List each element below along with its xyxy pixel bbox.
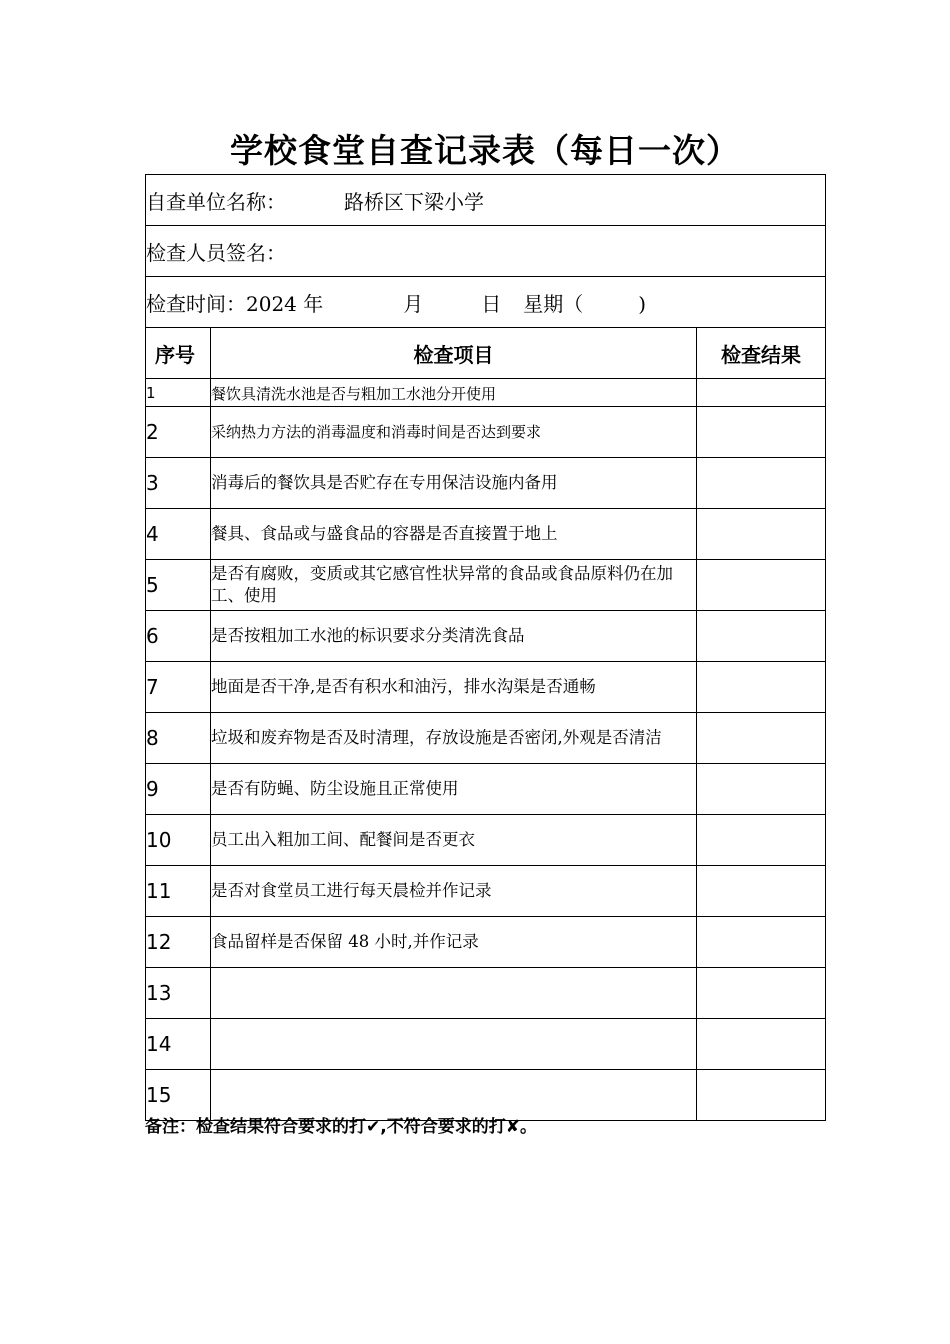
row-number: 9	[146, 764, 211, 815]
row-number: 11	[146, 866, 211, 917]
inspection-time-cell[interactable]	[146, 277, 826, 328]
header-item: 检查项目	[211, 328, 697, 379]
table-row	[146, 713, 826, 764]
row-result-cell[interactable]	[697, 379, 826, 407]
table-row	[146, 1019, 826, 1070]
page-title: 学校食堂自查记录表（每日一次）	[230, 131, 740, 170]
row-number: 6	[146, 611, 211, 662]
row-item: 是否按粗加工水池的标识要求分类清洗食品	[211, 611, 697, 662]
row-number: 13	[146, 968, 211, 1019]
row-result-cell[interactable]	[697, 764, 826, 815]
weekday-close: )	[638, 291, 647, 316]
row-number: 5	[146, 560, 211, 611]
table-row	[146, 866, 826, 917]
row-item[interactable]	[211, 1019, 697, 1070]
inspector-label: 检查人员签名：	[146, 240, 286, 265]
row-result-cell[interactable]	[697, 1070, 826, 1121]
row-item: 是否有防蝇、防尘设施且正常使用	[211, 764, 697, 815]
table-row	[146, 560, 826, 611]
row-number: 12	[146, 917, 211, 968]
row-result-cell[interactable]	[697, 611, 826, 662]
table-row	[146, 764, 826, 815]
time-label: 检查时间：2024 年	[146, 291, 324, 316]
row-number: 1	[146, 379, 211, 407]
unit-cell[interactable]	[146, 175, 826, 226]
table-row	[146, 407, 826, 458]
row-result-cell[interactable]	[697, 713, 826, 764]
inspection-form-table	[145, 174, 826, 1121]
header-result: 检查结果	[697, 328, 826, 379]
row-item: 是否对食堂员工进行每天晨检并作记录	[211, 866, 697, 917]
table-row	[146, 815, 826, 866]
row-number: 7	[146, 662, 211, 713]
row-number: 4	[146, 509, 211, 560]
row-number: 8	[146, 713, 211, 764]
row-item: 餐具、食品或与盛食品的容器是否直接置于地上	[211, 509, 697, 560]
header-number: 序号	[146, 328, 211, 379]
row-result-cell[interactable]	[697, 1019, 826, 1070]
unit-row	[146, 175, 826, 226]
table-row	[146, 379, 826, 407]
row-item[interactable]	[211, 968, 697, 1019]
row-result-cell[interactable]	[697, 560, 826, 611]
row-result-cell[interactable]	[697, 815, 826, 866]
row-result-cell[interactable]	[697, 917, 826, 968]
table-header-row	[146, 328, 826, 379]
row-number: 14	[146, 1019, 211, 1070]
row-item: 地面是否干净,是否有积水和油污，排水沟渠是否通畅	[211, 662, 697, 713]
row-number: 10	[146, 815, 211, 866]
month-label: 月	[403, 291, 424, 316]
weekday-label: 星期（	[523, 291, 584, 316]
table-row	[146, 662, 826, 713]
row-result-cell[interactable]	[697, 866, 826, 917]
inspector-row	[146, 226, 826, 277]
unit-label: 自查单位名称：	[146, 189, 286, 214]
row-number: 3	[146, 458, 211, 509]
row-result-cell[interactable]	[697, 662, 826, 713]
day-label: 日	[481, 291, 502, 316]
row-number: 2	[146, 407, 211, 458]
row-result-cell[interactable]	[697, 509, 826, 560]
unit-value: 路桥区下梁小学	[344, 189, 484, 214]
table-row	[146, 917, 826, 968]
row-item: 员工出入粗加工间、配餐间是否更衣	[211, 815, 697, 866]
row-result-cell[interactable]	[697, 407, 826, 458]
table-row	[146, 611, 826, 662]
row-item: 餐饮具清洗水池是否与粗加工水池分开使用	[211, 379, 697, 407]
row-result-cell[interactable]	[697, 458, 826, 509]
row-item: 是否有腐败，变质或其它感官性状异常的食品或食品原料仍在加工、使用	[211, 560, 697, 611]
table-row	[146, 509, 826, 560]
row-item: 食品留样是否保留 48 小时,并作记录	[211, 917, 697, 968]
table-row	[146, 458, 826, 509]
row-number: 15	[146, 1070, 211, 1121]
footnote: 备注：检查结果符合要求的打✔,不符合要求的打✘。	[145, 1117, 537, 1137]
row-item: 垃圾和废弃物是否及时清理，存放设施是否密闭,外观是否清洁	[211, 713, 697, 764]
row-item: 采纳热力方法的消毒温度和消毒时间是否达到要求	[211, 407, 697, 458]
row-result-cell[interactable]	[697, 968, 826, 1019]
time-row	[146, 277, 826, 328]
row-item: 消毒后的餐饮具是否贮存在专用保洁设施内备用	[211, 458, 697, 509]
inspector-signature-cell[interactable]	[146, 226, 826, 277]
table-row	[146, 968, 826, 1019]
